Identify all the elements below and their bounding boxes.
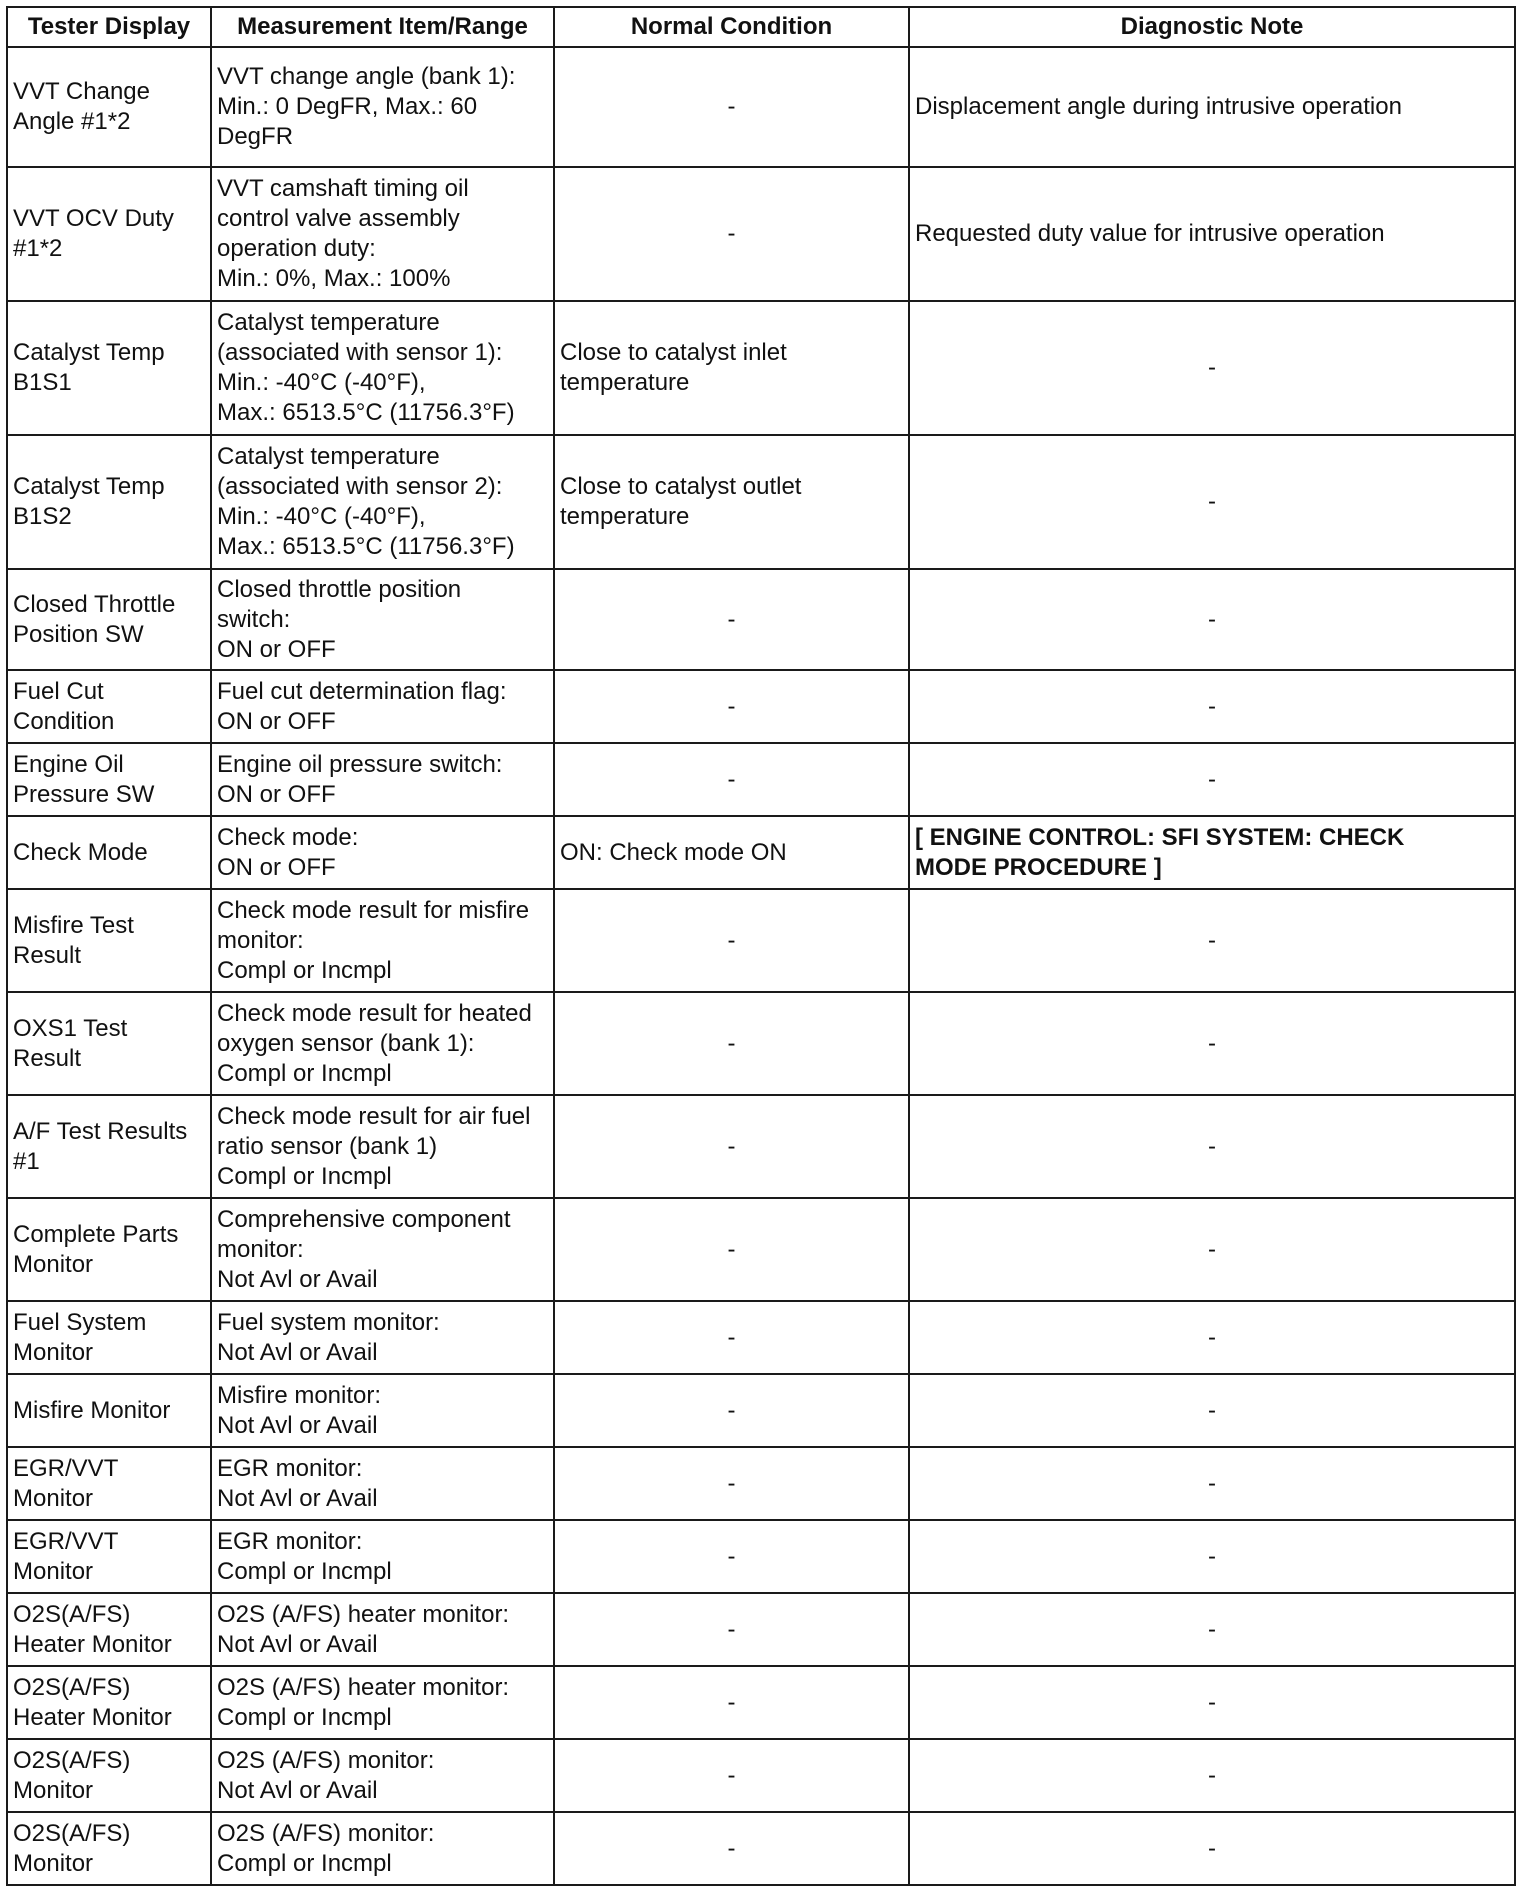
cell-measurement-item: Misfire monitor: Not Avl or Avail xyxy=(211,1374,554,1447)
cell-normal-condition: - xyxy=(554,1520,909,1593)
cell-tester-display: O2S(A/FS) Heater Monitor xyxy=(7,1666,211,1739)
cell-measurement-item: Fuel system monitor: Not Avl or Avail xyxy=(211,1301,554,1374)
cell-tester-display: Misfire Monitor xyxy=(7,1374,211,1447)
cell-diagnostic-note: - xyxy=(909,435,1515,569)
cell-diagnostic-note: - xyxy=(909,1301,1515,1374)
cell-measurement-item: Closed throttle position switch: ON or OFF xyxy=(211,569,554,670)
cell-normal-condition: - xyxy=(554,569,909,670)
header-tester-display: Tester Display xyxy=(7,7,211,47)
header-diagnostic-note: Diagnostic Note xyxy=(909,7,1515,47)
table-row xyxy=(7,1520,1515,1593)
cell-diagnostic-note: - xyxy=(909,301,1515,435)
cell-diagnostic-note: - xyxy=(909,1739,1515,1812)
header-measurement-item: Measurement Item/Range xyxy=(211,7,554,47)
cell-tester-display: OXS1 Test Result xyxy=(7,992,211,1095)
table-row xyxy=(7,816,1515,889)
cell-measurement-item: Check mode result for air fuel ratio sensor (bank 1) Compl or Incmpl xyxy=(211,1095,554,1198)
table-row xyxy=(7,743,1515,816)
cell-tester-display: Closed Throttle Position SW xyxy=(7,569,211,670)
cell-diagnostic-note: - xyxy=(909,1198,1515,1301)
cell-tester-display: EGR/VVT Monitor xyxy=(7,1447,211,1520)
cell-normal-condition: - xyxy=(554,1739,909,1812)
table-row xyxy=(7,1301,1515,1374)
cell-diagnostic-note-link[interactable]: [ ENGINE CONTROL: SFI SYSTEM: CHECK MODE PROCEDURE ] xyxy=(909,816,1515,889)
cell-measurement-item: Catalyst temperature (associated with sensor 2): Min.: -40°C (-40°F), Max.: 6513.5°C (11756.3°F) xyxy=(211,435,554,569)
cell-tester-display: VVT Change Angle #1*2 xyxy=(7,47,211,167)
cell-tester-display: Check Mode xyxy=(7,816,211,889)
table-row xyxy=(7,1447,1515,1520)
cell-diagnostic-note: - xyxy=(909,670,1515,743)
cell-tester-display: Catalyst Temp B1S2 xyxy=(7,435,211,569)
table-header-row xyxy=(7,7,1515,47)
cell-tester-display: Misfire Test Result xyxy=(7,889,211,992)
cell-diagnostic-note: - xyxy=(909,1095,1515,1198)
cell-tester-display: VVT OCV Duty #1*2 xyxy=(7,167,211,301)
cell-measurement-item: O2S (A/FS) heater monitor: Not Avl or Avail xyxy=(211,1593,554,1666)
cell-measurement-item: EGR monitor: Compl or Incmpl xyxy=(211,1520,554,1593)
cell-tester-display: Complete Parts Monitor xyxy=(7,1198,211,1301)
cell-diagnostic-note: - xyxy=(909,743,1515,816)
cell-tester-display: Catalyst Temp B1S1 xyxy=(7,301,211,435)
cell-tester-display: Fuel Cut Condition xyxy=(7,670,211,743)
cell-tester-display: Engine Oil Pressure SW xyxy=(7,743,211,816)
cell-normal-condition: Close to catalyst outlet temperature xyxy=(554,435,909,569)
cell-normal-condition: - xyxy=(554,1095,909,1198)
cell-measurement-item: Catalyst temperature (associated with sensor 1): Min.: -40°C (-40°F), Max.: 6513.5°C (11756.3°F) xyxy=(211,301,554,435)
cell-diagnostic-note: - xyxy=(909,1593,1515,1666)
cell-tester-display: Fuel System Monitor xyxy=(7,1301,211,1374)
cell-normal-condition: - xyxy=(554,167,909,301)
cell-diagnostic-note: - xyxy=(909,1447,1515,1520)
cell-normal-condition: - xyxy=(554,670,909,743)
cell-diagnostic-note: - xyxy=(909,1520,1515,1593)
cell-normal-condition: - xyxy=(554,992,909,1095)
cell-measurement-item: Check mode: ON or OFF xyxy=(211,816,554,889)
data-list-table xyxy=(6,6,1516,1886)
table-row xyxy=(7,1198,1515,1301)
cell-measurement-item: Fuel cut determination flag: ON or OFF xyxy=(211,670,554,743)
cell-measurement-item: VVT change angle (bank 1): Min.: 0 DegFR, Max.: 60 DegFR xyxy=(211,47,554,167)
table-row xyxy=(7,1095,1515,1198)
cell-measurement-item: Check mode result for misfire monitor: Compl or Incmpl xyxy=(211,889,554,992)
cell-measurement-item: Check mode result for heated oxygen sensor (bank 1): Compl or Incmpl xyxy=(211,992,554,1095)
cell-measurement-item: Engine oil pressure switch: ON or OFF xyxy=(211,743,554,816)
cell-normal-condition: - xyxy=(554,1301,909,1374)
cell-normal-condition: - xyxy=(554,47,909,167)
cell-measurement-item: O2S (A/FS) monitor: Compl or Incmpl xyxy=(211,1812,554,1885)
cell-tester-display: O2S(A/FS) Monitor xyxy=(7,1739,211,1812)
cell-normal-condition: - xyxy=(554,1374,909,1447)
cell-diagnostic-note: - xyxy=(909,992,1515,1095)
cell-measurement-item: VVT camshaft timing oil control valve assembly operation duty: Min.: 0%, Max.: 100% xyxy=(211,167,554,301)
table-row xyxy=(7,1593,1515,1666)
cell-diagnostic-note: - xyxy=(909,889,1515,992)
table-row xyxy=(7,1374,1515,1447)
cell-diagnostic-note: - xyxy=(909,569,1515,670)
table-row xyxy=(7,47,1515,167)
table-row xyxy=(7,670,1515,743)
cell-normal-condition: ON: Check mode ON xyxy=(554,816,909,889)
cell-tester-display: A/F Test Results #1 xyxy=(7,1095,211,1198)
table-row xyxy=(7,301,1515,435)
table-row xyxy=(7,435,1515,569)
cell-tester-display: O2S(A/FS) Heater Monitor xyxy=(7,1593,211,1666)
cell-tester-display: O2S(A/FS) Monitor xyxy=(7,1812,211,1885)
cell-diagnostic-note: Requested duty value for intrusive operation xyxy=(909,167,1515,301)
table-row xyxy=(7,889,1515,992)
cell-tester-display: EGR/VVT Monitor xyxy=(7,1520,211,1593)
table-row xyxy=(7,167,1515,301)
cell-diagnostic-note: - xyxy=(909,1812,1515,1885)
table-row xyxy=(7,1666,1515,1739)
cell-normal-condition: - xyxy=(554,889,909,992)
header-normal-condition: Normal Condition xyxy=(554,7,909,47)
cell-normal-condition: Close to catalyst inlet temperature xyxy=(554,301,909,435)
cell-diagnostic-note: Displacement angle during intrusive operation xyxy=(909,47,1515,167)
cell-normal-condition: - xyxy=(554,1447,909,1520)
cell-measurement-item: O2S (A/FS) heater monitor: Compl or Incmpl xyxy=(211,1666,554,1739)
cell-normal-condition: - xyxy=(554,743,909,816)
table-row xyxy=(7,1739,1515,1812)
cell-normal-condition: - xyxy=(554,1812,909,1885)
cell-diagnostic-note: - xyxy=(909,1666,1515,1739)
table-row xyxy=(7,992,1515,1095)
cell-diagnostic-note: - xyxy=(909,1374,1515,1447)
cell-normal-condition: - xyxy=(554,1198,909,1301)
cell-normal-condition: - xyxy=(554,1666,909,1739)
table-row xyxy=(7,1812,1515,1885)
cell-measurement-item: O2S (A/FS) monitor: Not Avl or Avail xyxy=(211,1739,554,1812)
cell-measurement-item: EGR monitor: Not Avl or Avail xyxy=(211,1447,554,1520)
table-row xyxy=(7,569,1515,670)
cell-measurement-item: Comprehensive component monitor: Not Avl or Avail xyxy=(211,1198,554,1301)
cell-normal-condition: - xyxy=(554,1593,909,1666)
